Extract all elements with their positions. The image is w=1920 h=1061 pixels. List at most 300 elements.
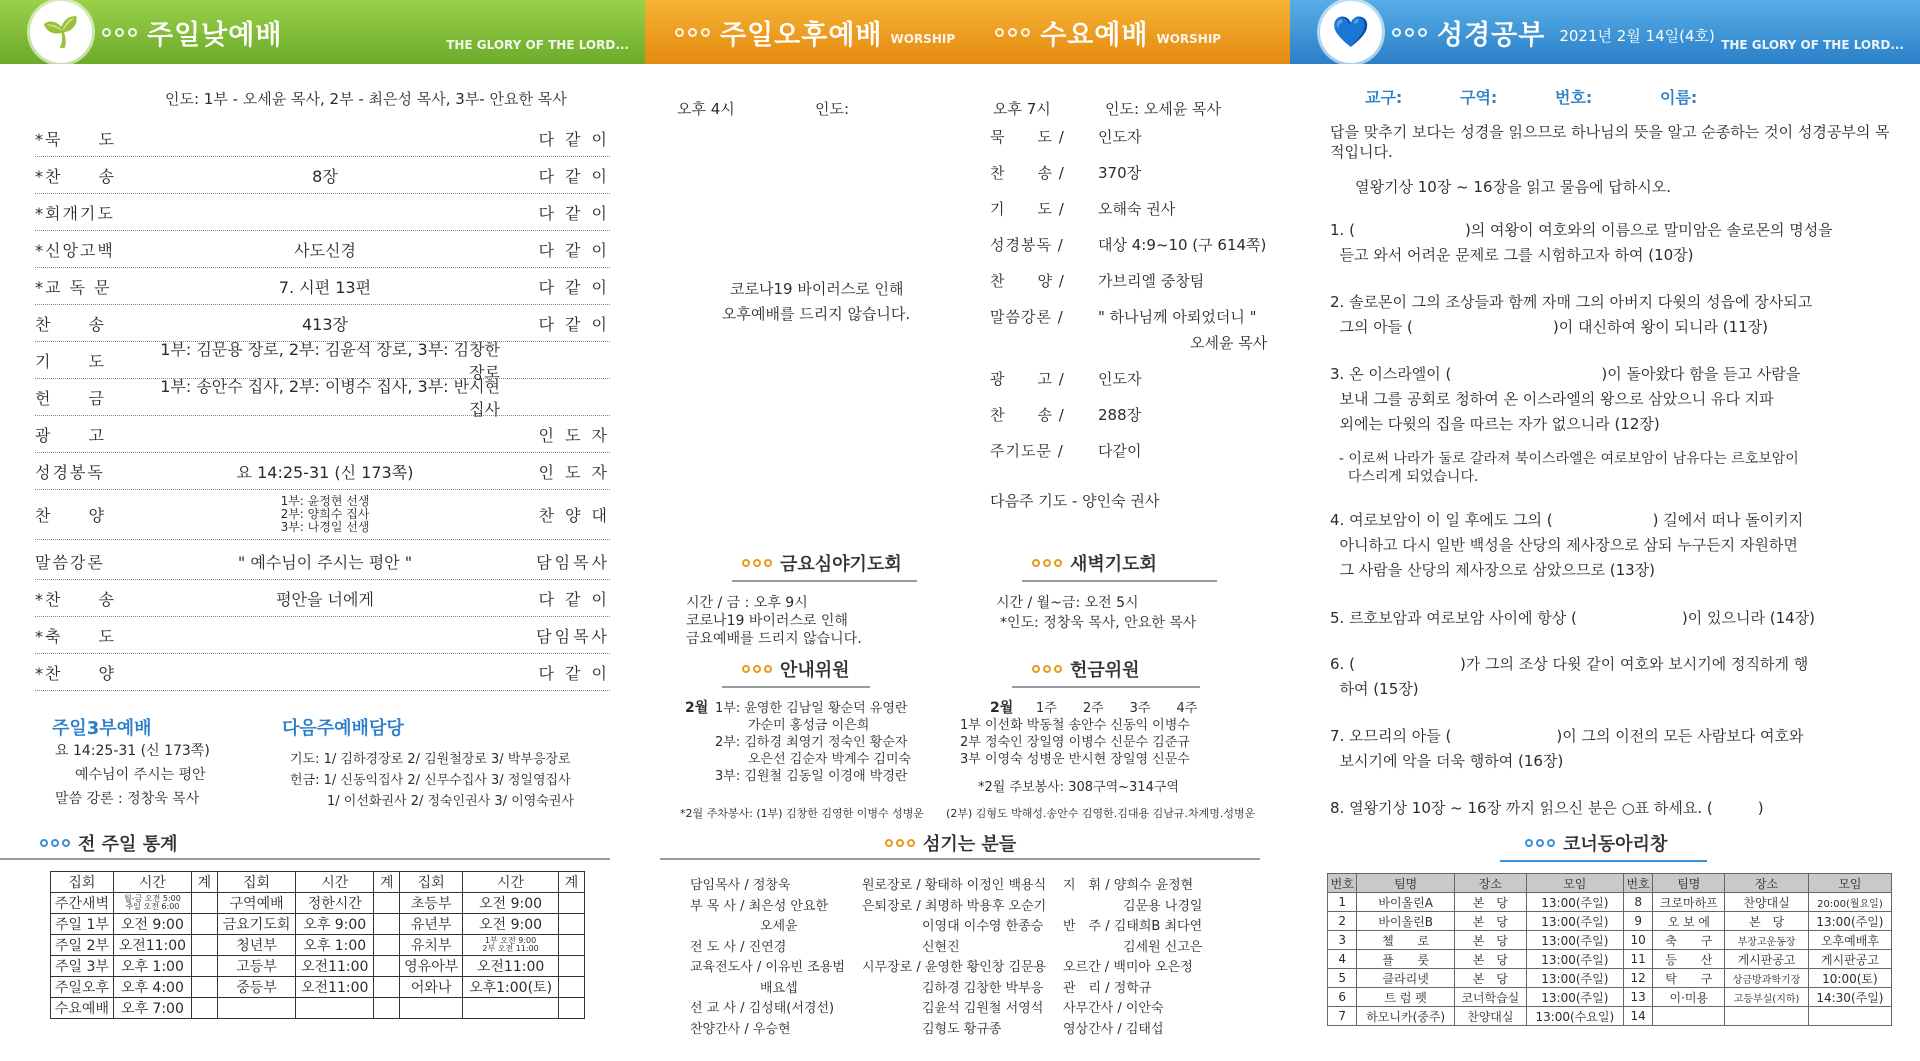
third-verse: 요 14:25-31 (신 173쪽): [55, 743, 210, 759]
table-row: [51, 914, 585, 935]
glory-text: THE GLORY OF THE LORD...: [446, 38, 629, 52]
order-label: 찬 송: [35, 314, 106, 334]
offering-section-title: 헌금위원: [1032, 656, 1140, 682]
table-cell: 상금방과학기장: [1725, 969, 1809, 988]
order-label: *신앙고백: [35, 240, 115, 260]
dots-icon: [742, 559, 772, 567]
table-row: [51, 935, 585, 956]
wednesday-label: 묵 도 /: [990, 128, 1065, 146]
table-cell: 오전 9:00: [113, 914, 191, 935]
table-cell: 바이올린A: [1357, 893, 1454, 912]
order-row: [35, 416, 610, 453]
table-cell: 오 보 에: [1653, 912, 1725, 931]
next-prayer: 기도: 1/ 김하경장로 2/ 김원철장로 3/ 박부응장로: [290, 752, 571, 767]
afternoon-notice2: 오후예배를 드리지 않습니다.: [722, 305, 911, 323]
club-header: 모임: [1808, 874, 1891, 893]
bible-instruction: 열왕기상 10장 ~ 16장을 읽고 물음에 답하시오.: [1355, 178, 1671, 196]
staff-line: 신현진: [922, 939, 960, 955]
dots-icon: [1032, 559, 1062, 567]
stats-header: 시간: [463, 872, 559, 893]
staff-line: 지 휘 / 양희수 윤정현: [1063, 878, 1194, 893]
friday-l2: 코로나19 바이러스로 인해: [686, 613, 848, 629]
dots-icon: [1392, 28, 1427, 37]
table-cell: 오후 1:00: [113, 956, 191, 977]
table-cell: [191, 893, 217, 914]
wednesday-next-prayer: 다음주 기도 - 양인숙 권사: [990, 492, 1160, 510]
staff-line: 부 목 사 / 최은성 안요한: [690, 898, 829, 914]
dawn-l1: 시간 / 월~금: 오전 5시: [996, 595, 1139, 611]
table-cell: 고등부실(지하): [1725, 988, 1809, 1007]
table-cell: 주일 2부: [51, 935, 114, 956]
table-cell: 오후 1:00: [296, 935, 374, 956]
table-cell: 오전11:00: [463, 956, 559, 977]
afternoon-header: [645, 0, 1290, 64]
order-content: " 예수님이 주시는 평안 ": [237, 552, 413, 572]
third-service-title: 주일3부예배: [52, 718, 152, 739]
table-cell: 등 산: [1653, 950, 1725, 969]
staff-line: 오세윤: [760, 919, 798, 934]
wednesday-lead: 인도: 오세윤 목사: [1105, 100, 1222, 118]
table-row: [1328, 988, 1892, 1007]
guide-section-title: 안내위원: [742, 656, 850, 682]
wednesday-label: [990, 332, 1090, 353]
table-cell: 13:00(주일): [1526, 950, 1623, 969]
table-cell: 2: [1328, 912, 1357, 931]
table-cell: 어와나: [400, 977, 463, 998]
order-row: [35, 453, 610, 490]
table-cell: 10:00(토): [1808, 969, 1891, 988]
table-row: [51, 893, 585, 914]
dawn-section-title: 새벽기도회: [1032, 550, 1157, 576]
wednesday-label: 찬 송 /: [990, 406, 1065, 424]
dots-icon: [885, 839, 915, 847]
next-offering2: 1/ 이선화권사 2/ 정숙인권사 3/ 이영숙권사: [327, 794, 574, 809]
offering-l1: 1부 이선화 박동철 송안수 신동익 이병수: [960, 718, 1190, 733]
wednesday-label: 성경봉독 /: [990, 236, 1064, 254]
table-cell: 바이올린B: [1357, 912, 1454, 931]
wednesday-value: 인도자: [1098, 370, 1142, 388]
staff-line: 관 리 / 정학규: [1063, 980, 1152, 996]
table-cell: 13:00(주일): [1526, 912, 1623, 931]
wednesday-row: [990, 440, 1141, 461]
stats-table: [50, 871, 585, 1019]
table-cell: 13:00(주일): [1526, 931, 1623, 950]
afternoon-title: 주일오후예배: [720, 19, 883, 51]
table-row: [1328, 1007, 1892, 1026]
dots-icon: [102, 28, 137, 37]
order-leader: 담임목사: [536, 552, 610, 572]
table-cell: 오전11:00: [296, 956, 374, 977]
table-cell: 본 당: [1454, 912, 1526, 931]
staff-line: 사무간사 / 이안숙: [1063, 1001, 1164, 1016]
order-content: 413장: [302, 314, 348, 334]
table-cell: 오후1:00(토): [463, 977, 559, 998]
order-row: [35, 120, 610, 157]
staff-line: 영상간사 / 김태섭: [1063, 1021, 1164, 1037]
bible-fields: [1365, 85, 1697, 108]
order-leader: 다 같 이: [538, 277, 610, 297]
field-district: 교구:: [1365, 88, 1403, 107]
staff-line: 김하경 김창한 박부응: [922, 980, 1044, 996]
staff-line: 김문용 나경일: [1123, 898, 1203, 914]
club-header: 장소: [1725, 874, 1809, 893]
staff-line: 반 주 / 김태희B 최다연: [1063, 919, 1203, 934]
table-cell: [374, 998, 400, 1019]
staff-line: 오르간 / 백미아 오은정: [1063, 960, 1193, 975]
table-row: [1328, 969, 1892, 988]
guide-l1: 1부: 윤영한 김남일 황순덕 유영란: [715, 701, 908, 716]
question-5: 5. 르호보암과 여로보암 사이에 항상 ( )이 있으니라 (14장): [1330, 609, 1815, 627]
wednesday-row: [990, 368, 1141, 389]
wednesday-label: 찬 양 /: [990, 272, 1065, 290]
order-label: 광 고: [35, 425, 106, 445]
order-label: *찬 송: [35, 589, 116, 609]
table-cell: 유년부: [400, 914, 463, 935]
stats-header: 집회: [400, 872, 463, 893]
club-header: 팀명: [1653, 874, 1725, 893]
table-cell: [191, 977, 217, 998]
order-label: 성경봉독: [35, 462, 105, 482]
table-cell: [191, 998, 217, 1019]
table-cell: 고등부: [217, 956, 295, 977]
order-row: [35, 543, 610, 580]
offering-l2: 2부 정숙인 장일영 이병수 신문수 김준규: [960, 735, 1190, 750]
stats-header: 계: [191, 872, 217, 893]
staff-line: 은퇴장로 / 최명하 박용후 오순기: [862, 898, 1047, 914]
table-cell: 중등부: [217, 977, 295, 998]
table-cell: 초등부: [400, 893, 463, 914]
table-cell: 청년부: [217, 935, 295, 956]
table-cell: [1725, 1007, 1809, 1026]
order-content: 요 14:25-31 (신 173쪽): [236, 462, 414, 482]
table-cell: [1808, 1007, 1891, 1026]
table-cell: 11: [1623, 950, 1652, 969]
staff-line: 김윤석 김원철 서영석: [922, 1001, 1044, 1016]
table-cell: 본 당: [1454, 969, 1526, 988]
wednesday-value: 370장: [1098, 164, 1142, 182]
table-cell: 7: [1328, 1007, 1357, 1026]
order-row: [35, 490, 610, 540]
order-row: [35, 231, 610, 268]
order-leader: 찬 양 대: [538, 506, 610, 525]
table-cell: [559, 893, 585, 914]
wednesday-row: [990, 332, 1267, 353]
bible-intro: 답을 맞추기 보다는 성경을 읽으므로 하나님의 뜻을 알고 순종하는 것이 성경공부의 목적입니다.: [1330, 123, 1890, 161]
table-cell: 크로마하프: [1653, 893, 1725, 912]
order-leader: 다 같 이: [538, 589, 610, 609]
table-cell: 월-금 오전 5:00 주일 오전 6:00: [113, 893, 191, 914]
table-cell: 오전11:00: [296, 977, 374, 998]
order-leader: 인 도 자: [538, 425, 610, 445]
wednesday-value: 오해숙 권사: [1098, 200, 1176, 218]
table-cell: 주일오후: [51, 977, 114, 998]
table-row: [1328, 893, 1892, 912]
dots-icon: [1032, 665, 1062, 673]
stats-header: 집회: [217, 872, 295, 893]
table-cell: 부장고운동장: [1725, 931, 1809, 950]
table-row: [1328, 950, 1892, 969]
club-header: 번호: [1328, 874, 1357, 893]
table-cell: 20:00(월요일): [1808, 893, 1891, 912]
wednesday-row: [990, 234, 1266, 255]
order-label: 헌 금: [35, 388, 106, 408]
table-cell: [559, 956, 585, 977]
third-sermon: 예수님이 주시는 평안: [75, 767, 206, 783]
order-leader: 다 같 이: [538, 240, 610, 260]
staff-column-2: [862, 876, 1046, 1040]
wednesday-time: 오후 7시: [993, 100, 1051, 118]
wednesday-value: 가브리엘 중창팀: [1098, 272, 1205, 290]
table-cell: [191, 956, 217, 977]
question-2: 2. 솔로몬이 그의 조상들과 함께 자매 그의 아버지 다윗의 성읍에 장사되고 그의 아들 ( )이 대신하여 왕이 되니라 (11장): [1330, 293, 1813, 336]
question-4: 4. 여로보암이 이 일 후에도 그의 ( ) 길에서 떠나 돌이키지 아니하고 다시 일반 백성을 산당의 제사장으로 삼되 누구든지 자원하면 그 사람을 산당의 제사장으로 삼았으므로 (13장): [1330, 511, 1804, 579]
table-cell: [191, 935, 217, 956]
table-row: [51, 998, 585, 1019]
order-label: 말씀강론: [35, 552, 105, 572]
table-cell: [400, 998, 463, 1019]
table-cell: 13:00(주일): [1526, 969, 1623, 988]
table-cell: 구역예배: [217, 893, 295, 914]
offering-district: *2월 주보봉사: 308구역~314구역: [978, 780, 1179, 795]
staff-line: 찬양간사 / 우승현: [690, 1021, 791, 1037]
wednesday-row: [990, 270, 1204, 291]
table-cell: 코너학습실: [1454, 988, 1526, 1007]
table-cell: 유치부: [400, 935, 463, 956]
table-cell: 본 당: [1454, 950, 1526, 969]
table-cell: 하모니카(중주): [1357, 1007, 1454, 1026]
table-cell: [191, 914, 217, 935]
table-cell: 수요예배: [51, 998, 114, 1019]
question-7: 7. 오므리의 아들 ( )이 그의 이전의 모든 사람보다 여호와 보시기에 악을 더욱 행하여 (16장): [1330, 727, 1804, 770]
table-cell: 영유아부: [400, 956, 463, 977]
table-cell: 플 룻: [1357, 950, 1454, 969]
table-cell: 오후 7:00: [113, 998, 191, 1019]
table-cell: 오후예배후: [1808, 931, 1891, 950]
table-row: [51, 977, 585, 998]
table-row: [51, 956, 585, 977]
order-label: *교 독 문: [35, 277, 112, 297]
sunday-leaders: 인도: 1부 - 오세윤 목사, 2부 - 최은성 목사, 3부- 안요한 목사: [165, 90, 567, 108]
table-cell: 6: [1328, 988, 1357, 1007]
divider: [660, 858, 1260, 860]
club-header: 팀명: [1357, 874, 1454, 893]
order-content: 1부: 윤정현 선생 2부: 양희수 집사 3부: 나경일 선생: [280, 493, 370, 535]
table-cell: [374, 956, 400, 977]
club-section-title: 코너동아리창: [1525, 830, 1667, 856]
order-label: *회개기도: [35, 203, 115, 223]
afternoon-notice1: 코로나19 바이러스로 인해: [730, 280, 904, 298]
table-cell: 트 럼 펫: [1357, 988, 1454, 1007]
table-cell: 1: [1328, 893, 1357, 912]
table-cell: [559, 998, 585, 1019]
table-cell: 본 당: [1725, 912, 1809, 931]
table-cell: [374, 893, 400, 914]
staff-section-title: 섬기는 분들: [885, 830, 1016, 856]
staff-line: 김세원 신고은: [1123, 939, 1203, 955]
order-leader: 다 같 이: [538, 663, 610, 683]
order-label: 기 도: [35, 351, 106, 371]
table-cell: 4: [1328, 950, 1357, 969]
club-table: [1327, 873, 1892, 1026]
sunday-header: [0, 0, 645, 64]
dawn-l2: *인도: 정창욱 목사, 안요한 목사: [1000, 615, 1197, 631]
table-cell: [463, 998, 559, 1019]
table-cell: 클라리넷: [1357, 969, 1454, 988]
table-cell: [374, 935, 400, 956]
table-cell: 정한시간: [296, 893, 374, 914]
bible-title: 성경공부: [1437, 19, 1546, 51]
offering-weeks: 1주 2주 3주 4주: [1036, 701, 1198, 716]
staff-line: 전 도 사 / 진연경: [690, 939, 787, 955]
table-cell: 찬양대실: [1454, 1007, 1526, 1026]
table-row: [1328, 931, 1892, 950]
wednesday-value: " 하나님께 아뢰었더니 ": [1098, 308, 1257, 326]
table-cell: 주일 3부: [51, 956, 114, 977]
wednesday-row: [990, 198, 1175, 219]
question-1: 1. ( )의 여왕이 여호와의 이름으로 말미암은 솔로몬의 명성을 듣고 와서 어려운 문제로 그를 시험하고자 하여 (10장): [1330, 221, 1833, 264]
order-label: 찬 양: [35, 506, 106, 525]
guide-month: 2월: [685, 700, 709, 716]
table-cell: [559, 914, 585, 935]
table-cell: [374, 977, 400, 998]
offering-month: 2월: [990, 700, 1014, 716]
club-header: 번호: [1623, 874, 1652, 893]
table-cell: 3: [1328, 931, 1357, 950]
dots-icon: [742, 665, 772, 673]
table-cell: 본 당: [1454, 893, 1526, 912]
dots-icon: [675, 28, 710, 37]
table-cell: 13:00(주일): [1526, 988, 1623, 1007]
field-number: 번호:: [1555, 88, 1593, 107]
order-leader: 인 도 자: [538, 462, 610, 482]
table-cell: 1부 오전 9:00 2부 오전 11:00: [463, 935, 559, 956]
table-cell: 첼 로: [1357, 931, 1454, 950]
table-cell: 게시판공고: [1725, 950, 1809, 969]
table-cell: [559, 935, 585, 956]
table-cell: 찬양대실: [1725, 893, 1809, 912]
dots-icon: [995, 28, 1030, 37]
wednesday-value: 인도자: [1098, 128, 1142, 146]
afternoon-lead: 인도:: [815, 100, 850, 118]
heart-hands-logo-icon: 💙: [1320, 1, 1382, 63]
order-leader: 다 같 이: [538, 166, 610, 186]
field-name: 이름:: [1660, 88, 1698, 107]
sunday-title: 주일낮예배: [147, 19, 283, 51]
wednesday-label: 찬 송 /: [990, 164, 1065, 182]
table-cell: [559, 977, 585, 998]
order-content: 8장: [312, 166, 338, 186]
order-row: [35, 194, 610, 231]
staff-line: 김형도 황규종: [922, 1021, 1002, 1037]
dots-icon: [40, 839, 70, 847]
table-cell: [374, 914, 400, 935]
order-content: 7. 시편 13편: [278, 277, 372, 297]
table-cell: 13:00(수요일): [1526, 1007, 1623, 1026]
staff-line: 선 교 사 / 김성태(서경선): [690, 1001, 835, 1016]
order-row: [35, 157, 610, 194]
order-label: *묵 도: [35, 129, 116, 149]
order-leader: 다 같 이: [538, 129, 610, 149]
hands-plant-logo-icon: 🌱: [30, 1, 92, 63]
table-cell: 13:00(주일): [1526, 893, 1623, 912]
table-cell: 축 구: [1653, 931, 1725, 950]
order-leader: 다 같 이: [538, 314, 610, 334]
wednesday-value: 대상 4:9~10 (구 614쪽): [1098, 236, 1267, 254]
friday-l3: 금요예배를 드리지 않습니다.: [686, 631, 862, 647]
guide-l2: 가순미 홍성금 이은희: [748, 718, 870, 733]
order-row: [35, 580, 610, 617]
wednesday-row: [990, 126, 1141, 147]
parking-service: *2월 주차봉사: (1부) 김창한 김영한 이병수 성병운 (2부) 김형도 박해성.송안수 김영한.김대용 김남규.차계명.성병운: [680, 807, 1256, 820]
wednesday-title: 수요예배: [1040, 19, 1149, 51]
table-cell: [1653, 1007, 1725, 1026]
stats-header: 집회: [51, 872, 114, 893]
table-cell: [296, 998, 374, 1019]
field-area: 구역:: [1460, 88, 1498, 107]
dots-icon: [1525, 839, 1555, 847]
guide-l3: 2부: 김하경 최영기 정숙인 황순자: [715, 735, 908, 750]
order-row: [35, 377, 610, 419]
table-cell: 탁 구: [1653, 969, 1725, 988]
table-cell: 주일 1부: [51, 914, 114, 935]
wednesday-row: [990, 404, 1141, 425]
worship-label: WORSHIP: [890, 32, 956, 46]
friday-l1: 시간 / 금 : 오후 9시: [686, 595, 808, 611]
wednesday-value: 288장: [1098, 406, 1142, 424]
table-cell: 주간새벽: [51, 893, 114, 914]
question-6: 6. ( )가 그의 조상 다윗 같이 여호와 보시기에 정직하게 행 하여 (15장): [1330, 655, 1809, 698]
stats-header: 시간: [296, 872, 374, 893]
divider: [0, 858, 610, 860]
stats-header: 계: [374, 872, 400, 893]
worship-label: WORSHIP: [1156, 32, 1222, 46]
table-cell: 14: [1623, 1007, 1652, 1026]
guide-l4: 오은선 김순자 박계수 김미숙: [748, 752, 912, 767]
table-cell: [217, 998, 295, 1019]
stats-header: 시간: [113, 872, 191, 893]
order-content: 사도신경: [294, 240, 356, 260]
table-cell: 9: [1623, 912, 1652, 931]
staff-line: 원로장로 / 황태하 이정인 백용식: [862, 878, 1047, 893]
table-cell: 5: [1328, 969, 1357, 988]
next-offering: 헌금: 1/ 신동익집사 2/ 신무수집사 3/ 정일영집사: [290, 773, 571, 788]
order-leader: 다 같 이: [538, 203, 610, 223]
table-cell: 이·미용: [1653, 988, 1725, 1007]
table-cell: 금요기도회: [217, 914, 295, 935]
wednesday-value: 다같이: [1098, 442, 1142, 460]
question-8: 8. 열왕기상 10장 ~ 16장 까지 읽으신 분은 ○표 하세요. ( ): [1330, 799, 1764, 817]
wednesday-label: 광 고 /: [990, 370, 1065, 388]
question-3-note: - 이로써 나라가 둘로 갈라져 북이스라엘은 여로보암이 남유다는 르호보암이 다스리게 되었습니다.: [1338, 451, 1799, 485]
bible-date: 2021년 2월 14일(4호): [1559, 26, 1715, 45]
staff-column-3: [1063, 876, 1202, 1040]
order-label: *찬 양: [35, 663, 116, 683]
table-cell: 13: [1623, 988, 1652, 1007]
guide-l5: 3부: 김원철 김동일 이경애 박경란: [715, 769, 908, 784]
table-cell: 오전11:00: [113, 935, 191, 956]
order-row: [35, 617, 610, 654]
staff-line: 시무장로 / 윤영한 황인창 김문용: [862, 960, 1047, 975]
table-cell: 오후 9:00: [296, 914, 374, 935]
wednesday-label: 주기도문 /: [990, 442, 1064, 460]
table-cell: 오전 9:00: [463, 893, 559, 914]
staff-column-1: [690, 876, 845, 1040]
order-row: [35, 654, 610, 691]
table-cell: 10: [1623, 931, 1652, 950]
table-row: [1328, 912, 1892, 931]
order-content: 1부: 김문용 장로, 2부: 김윤석 장로, 3부: 김창한 장로: [160, 340, 500, 382]
staff-line: 담임목사 / 정창욱: [690, 878, 791, 893]
